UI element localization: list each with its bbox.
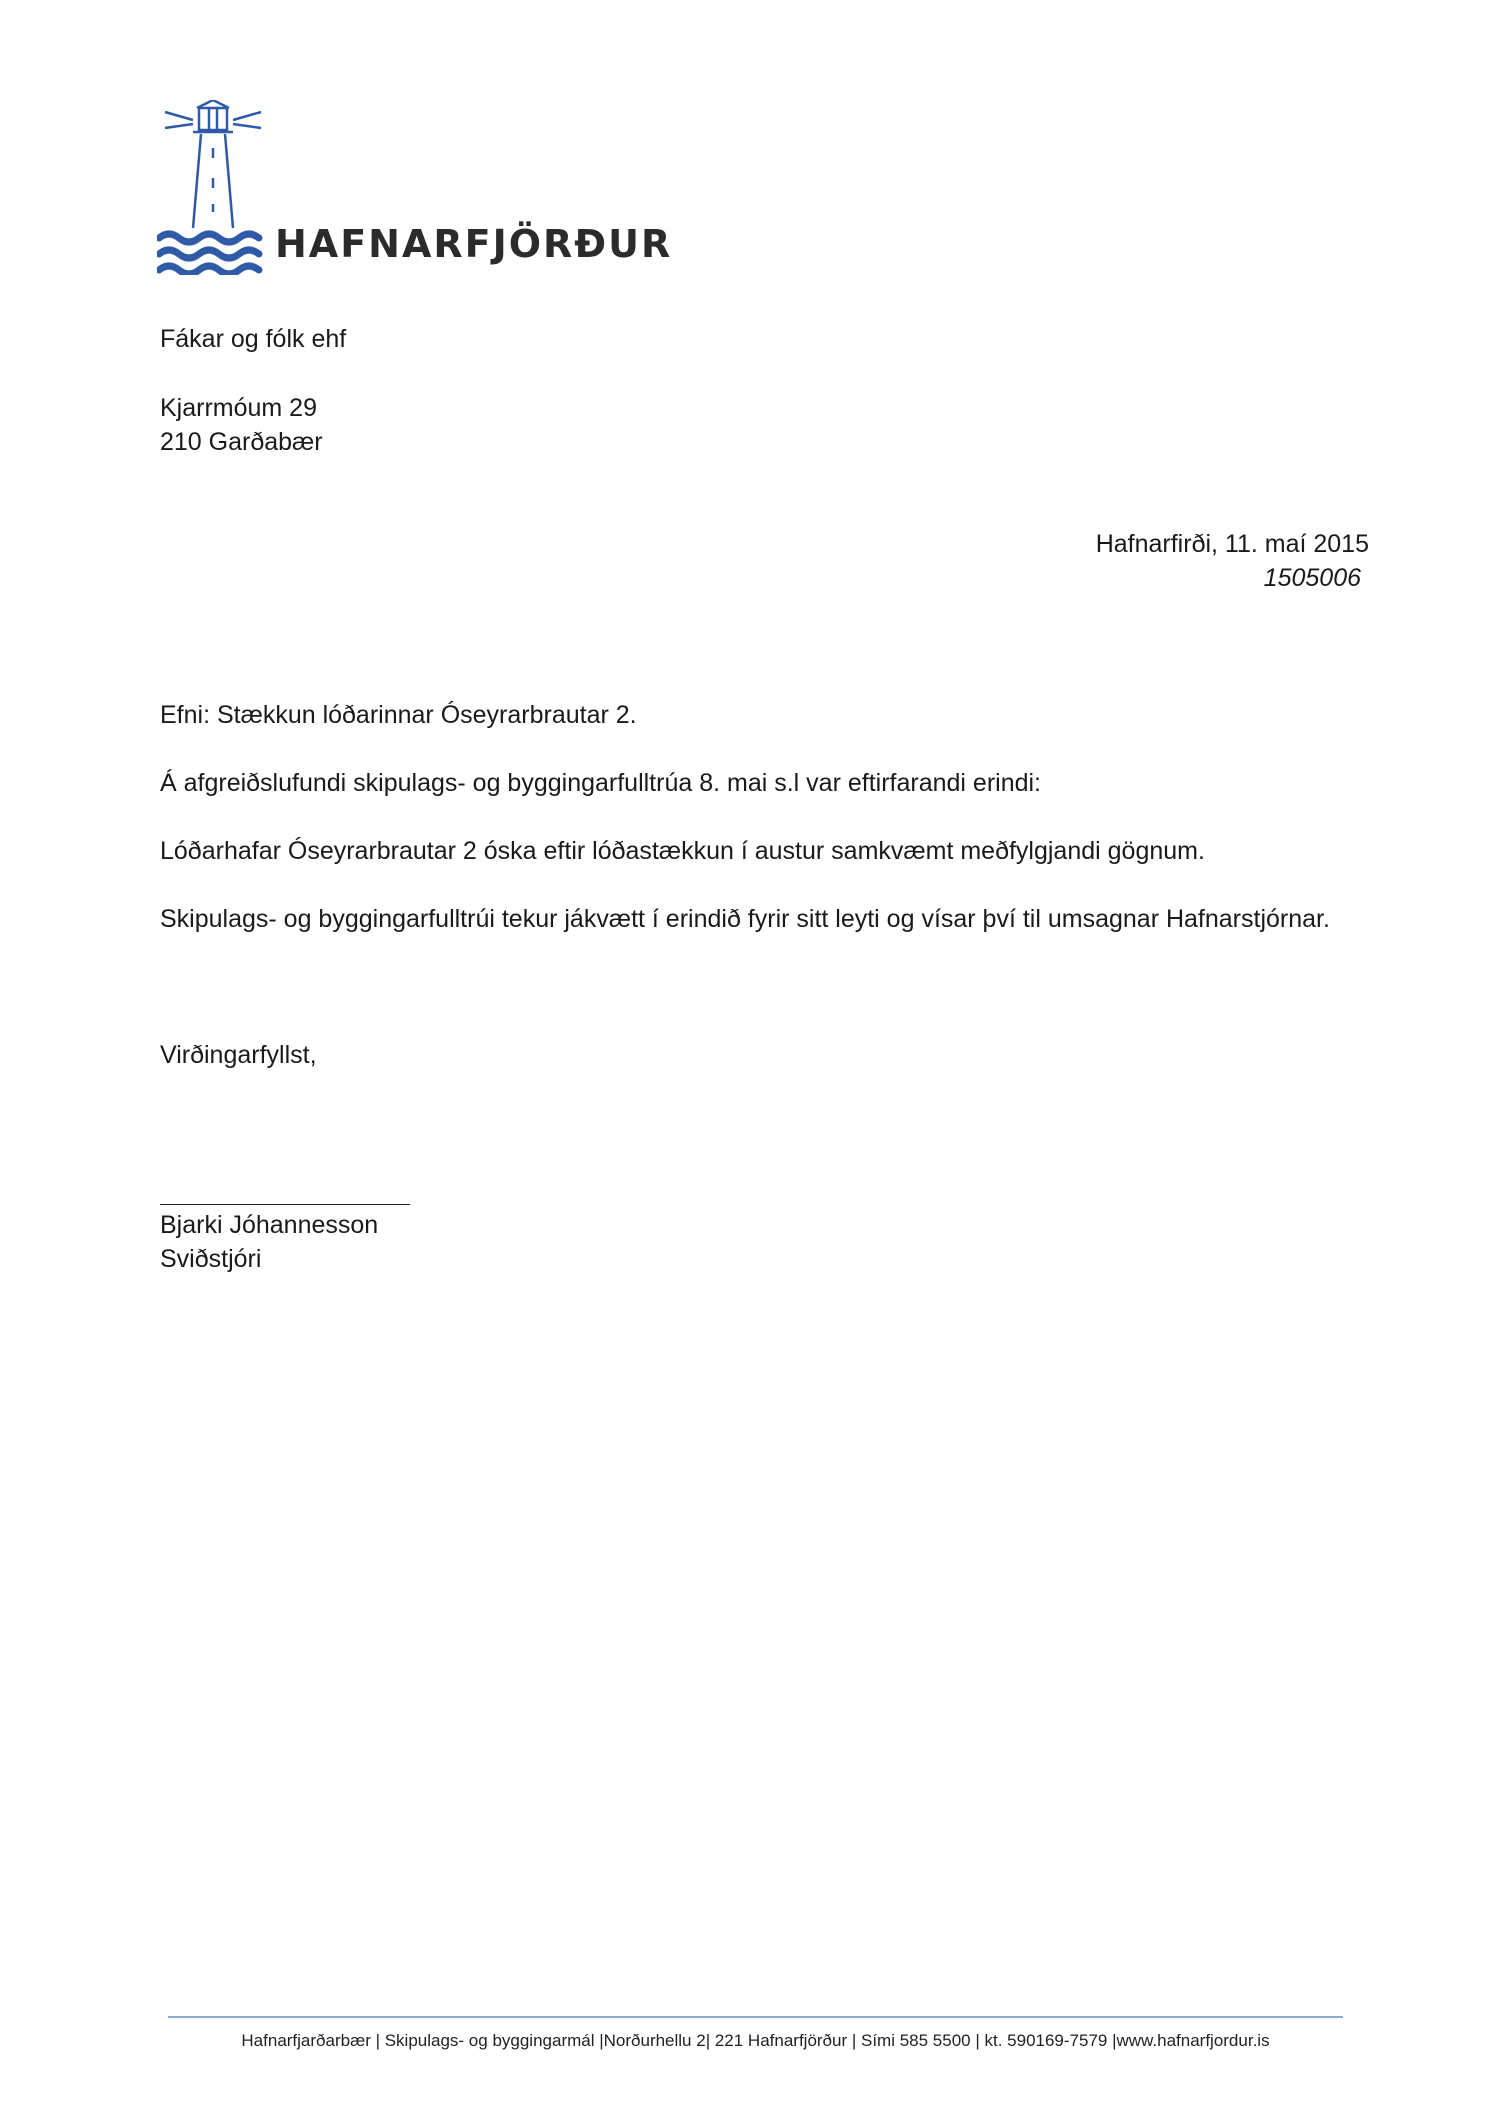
footer-divider bbox=[168, 2016, 1343, 2018]
body-paragraph: Á afgreiðslufundi skipulags- og byggingarfulltrúa 8. mai s.l var eftirfarandi erindi: bbox=[160, 769, 1042, 797]
recipient-name: Fákar og fólk ehf bbox=[160, 325, 347, 353]
signatory-title: Sviðstjóri bbox=[160, 1245, 262, 1273]
lighthouse-icon bbox=[157, 100, 267, 275]
recipient-city: 210 Garðabær bbox=[160, 428, 323, 456]
logo-wordmark: HAFNARFJÖRÐUR bbox=[275, 222, 673, 266]
closing: Virðingarfyllst, bbox=[160, 1041, 317, 1069]
place-date: Hafnarfirði, 11. maí 2015 bbox=[1095, 530, 1369, 558]
recipient-street: Kjarrmóum 29 bbox=[160, 394, 317, 422]
body-paragraph: Skipulags- og byggingarfulltrúi tekur jákvætt í erindið fyrir sitt leyti og vísar því til umsagnar Hafnarstjórnar. bbox=[160, 905, 1330, 933]
municipality-logo bbox=[157, 100, 673, 280]
body-paragraph: Lóðarhafar Óseyrarbrautar 2 óska eftir lóðastækkun í austur samkvæmt meðfylgjandi gögnum. bbox=[160, 837, 1205, 865]
signatory-name: Bjarki Jóhannesson bbox=[160, 1211, 379, 1239]
case-number: 1505006 bbox=[1263, 564, 1361, 592]
signature-line bbox=[160, 1204, 410, 1205]
subject-line: Efni: Stækkun lóðarinnar Óseyrarbrautar 2. bbox=[160, 701, 637, 729]
footer-contact: Hafnarfjarðarbær | Skipulags- og byggingarmál |Norðurhellu 2| 221 Hafnarfjörður | Sími 585 5500 | kt. 590169-7579 |www.hafnarfjordur.is bbox=[241, 2031, 1270, 2050]
